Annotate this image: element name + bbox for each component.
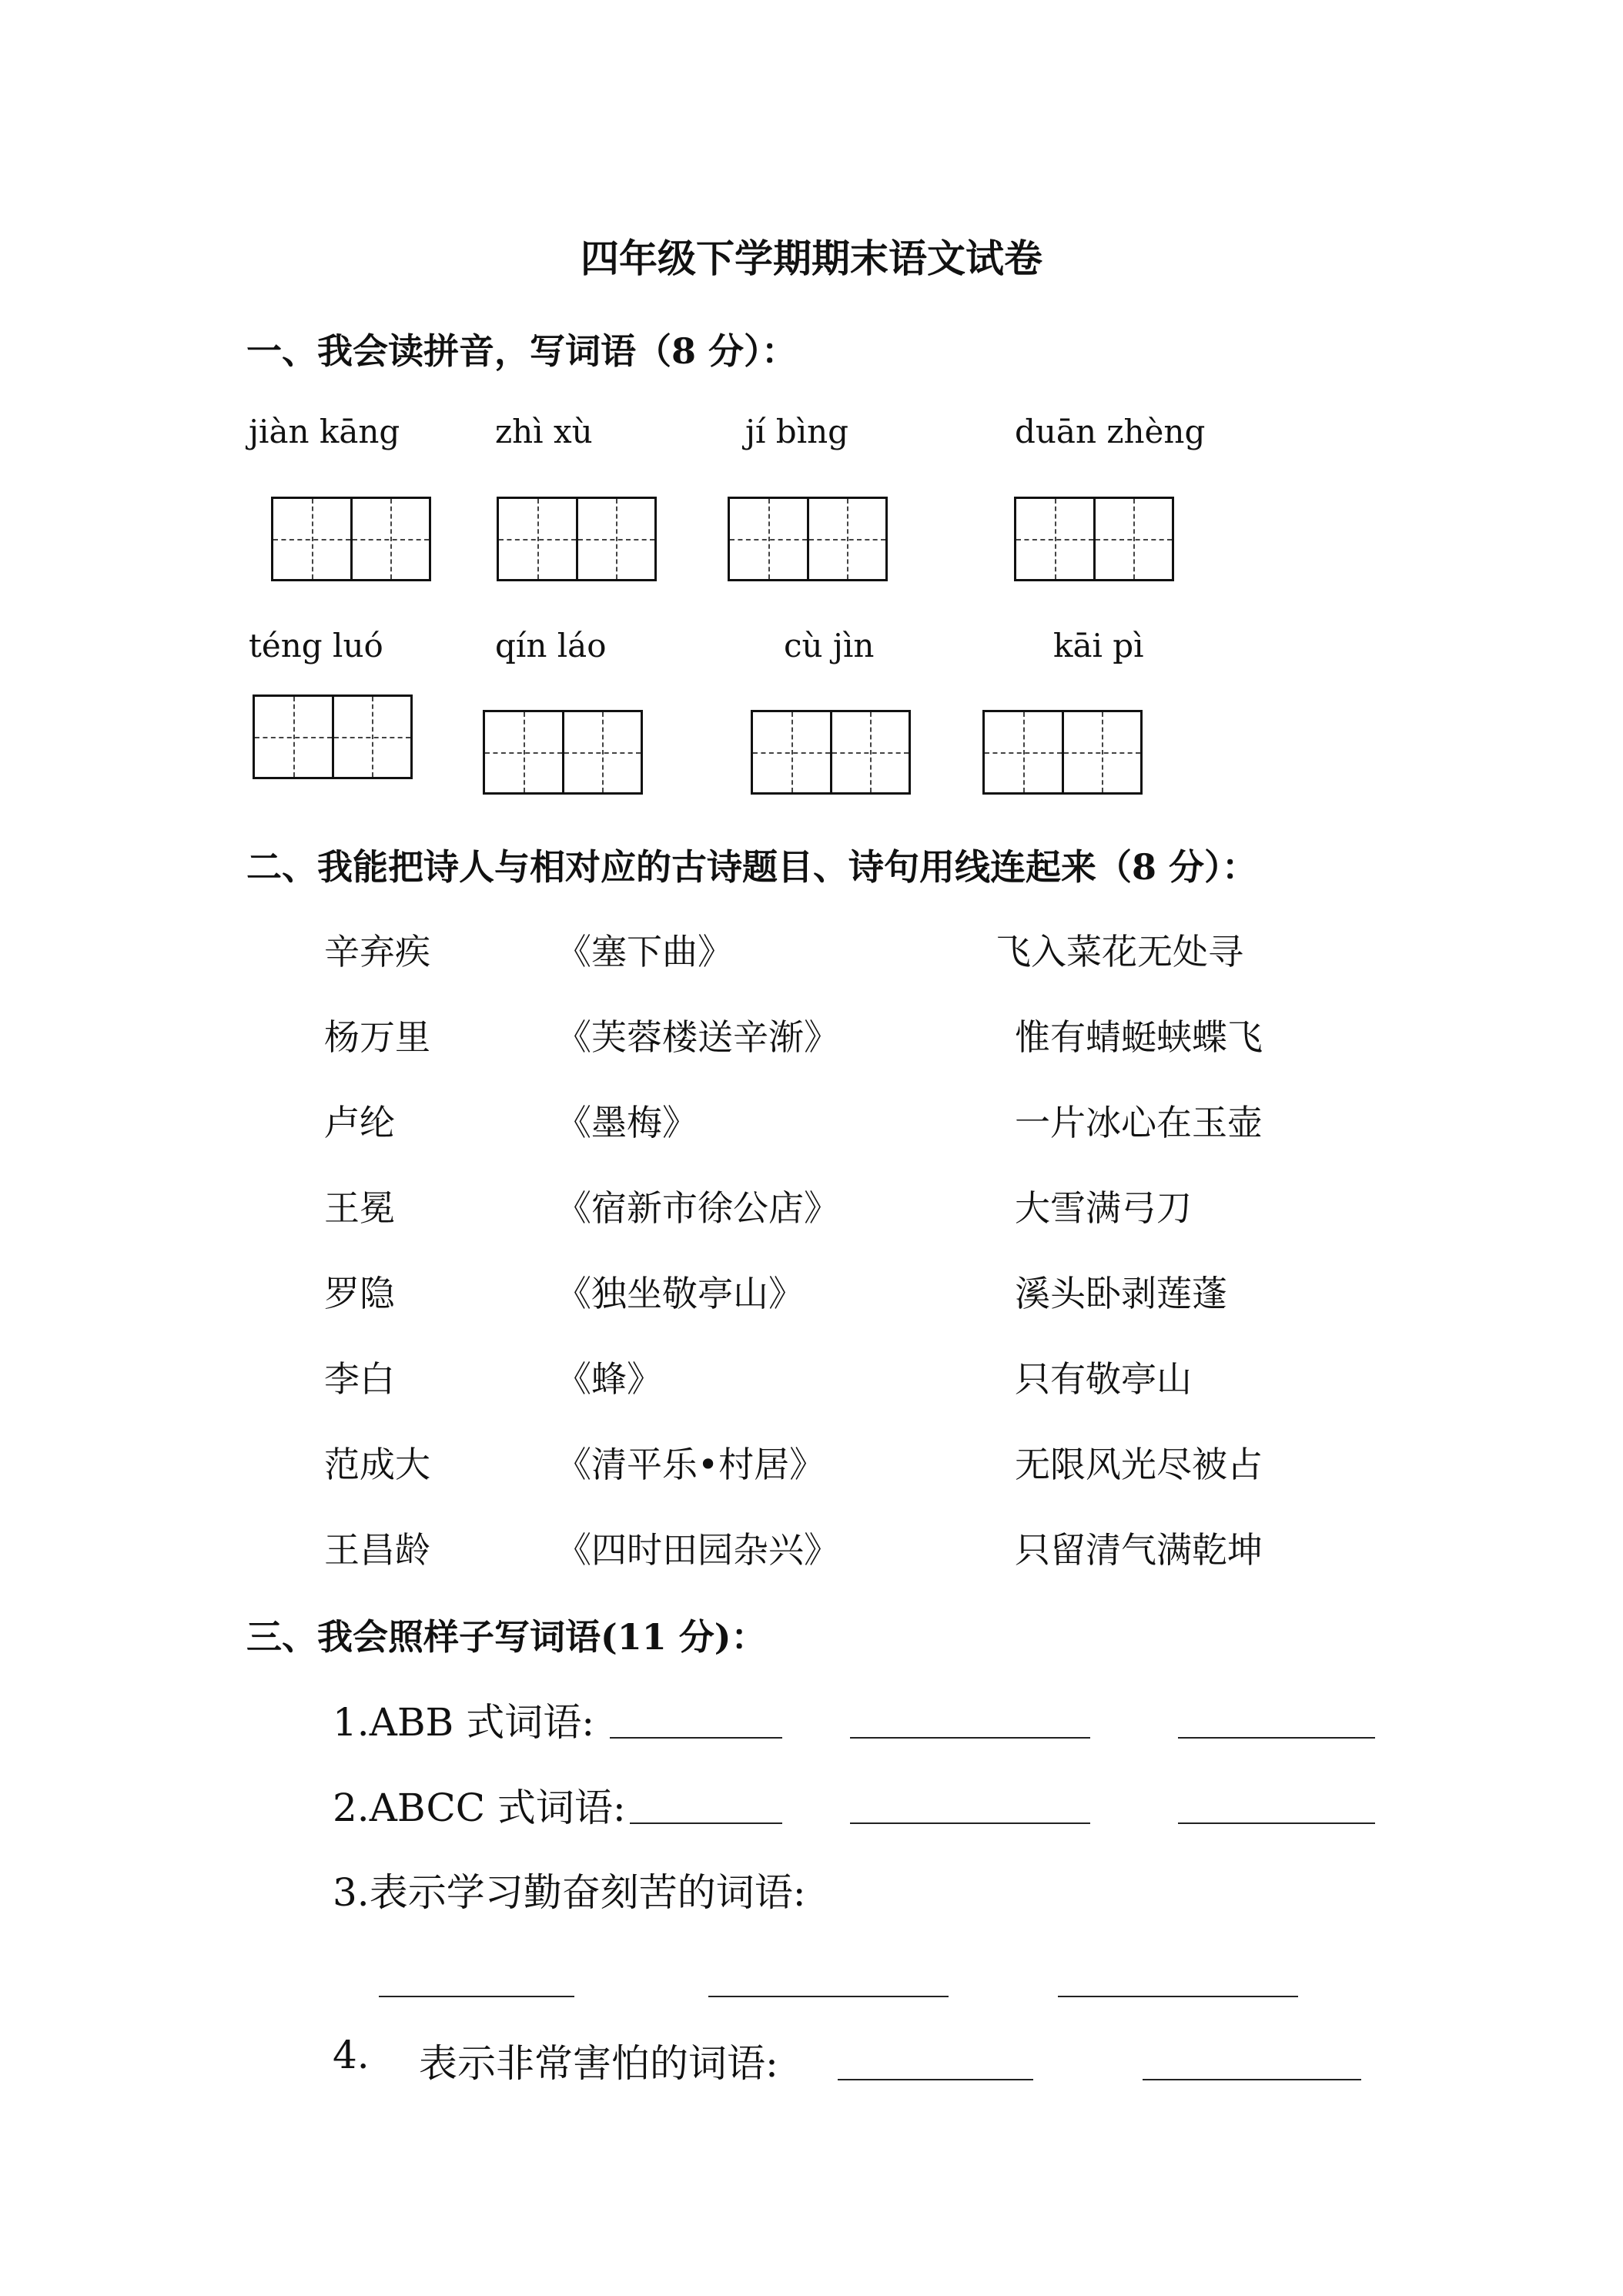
poet-2: 杨万里 xyxy=(324,1016,430,1058)
pinyin-4: duān zhèng xyxy=(1015,413,1206,450)
writing-box-7[interactable] xyxy=(751,710,911,795)
poet-6: 李白 xyxy=(324,1358,395,1400)
poem-title-4: 《宿新市徐公店》 xyxy=(556,1187,839,1229)
answer-blank-3a[interactable] xyxy=(379,1996,574,1997)
question-1-label: 1.ABB 式词语: xyxy=(333,1700,595,1745)
writing-box-8[interactable] xyxy=(982,710,1143,795)
writing-box-4[interactable] xyxy=(1014,497,1174,581)
answer-blank-3b[interactable] xyxy=(708,1996,949,1997)
poet-3: 卢纶 xyxy=(324,1102,395,1143)
poem-line-8: 只留清气满乾坤 xyxy=(1015,1529,1263,1571)
writing-box-6[interactable] xyxy=(483,710,643,795)
pinyin-2: zhì xù xyxy=(495,413,593,450)
answer-blank-2b[interactable] xyxy=(850,1822,1090,1824)
poet-8: 王昌龄 xyxy=(324,1529,430,1571)
poem-line-2: 惟有蜻蜓蛱蝶飞 xyxy=(1015,1016,1263,1058)
poem-title-7: 《清平乐•村居》 xyxy=(556,1444,825,1485)
poet-5: 罗隐 xyxy=(324,1273,395,1314)
writing-box-3[interactable] xyxy=(728,497,888,581)
poem-line-5: 溪头卧剥莲蓬 xyxy=(1015,1273,1227,1314)
answer-blank-3c[interactable] xyxy=(1058,1996,1298,1997)
pinyin-6: qín láo xyxy=(495,627,607,664)
poem-line-7: 无限风光尽被占 xyxy=(1015,1444,1263,1485)
writing-box-1[interactable] xyxy=(271,497,431,581)
question-3-label: 3.表示学习勤奋刻苦的词语: xyxy=(333,1870,806,1915)
poem-title-6: 《蜂》 xyxy=(556,1358,662,1400)
poem-line-6: 只有敬亭山 xyxy=(1015,1358,1192,1400)
poem-line-1: 飞入菜花无处寻 xyxy=(996,931,1243,972)
poem-title-5: 《独坐敬亭山》 xyxy=(556,1273,804,1314)
question-2-label: 2.ABCC 式词语: xyxy=(333,1786,626,1830)
answer-blank-1c[interactable] xyxy=(1178,1737,1375,1739)
poet-1: 辛弃疾 xyxy=(324,931,430,972)
poem-title-3: 《墨梅》 xyxy=(556,1102,698,1143)
poem-line-3: 一片冰心在玉壶 xyxy=(1015,1102,1263,1143)
answer-blank-4a[interactable] xyxy=(838,2079,1033,2080)
pinyin-8: kāi pì xyxy=(1053,627,1144,664)
answer-blank-4b[interactable] xyxy=(1143,2079,1361,2080)
poet-4: 王冕 xyxy=(324,1187,395,1229)
poet-7: 范成大 xyxy=(324,1444,430,1485)
question-4-label: 表示非常害怕的词语: xyxy=(419,2041,778,2086)
poem-title-1: 《塞下曲》 xyxy=(556,931,733,972)
answer-blank-1b[interactable] xyxy=(850,1737,1090,1739)
pinyin-5: téng luó xyxy=(249,627,383,664)
poem-title-8: 《四时田园杂兴》 xyxy=(556,1529,839,1571)
question-4-number: 4. xyxy=(333,2033,370,2077)
section2-heading: 二、我能把诗人与相对应的古诗题目、诗句用线连起来（8 分）： xyxy=(246,846,1258,888)
pinyin-1: jiàn kāng xyxy=(249,413,400,450)
pinyin-7: cù jìn xyxy=(784,627,875,664)
section3-heading: 三、我会照样子写词语(11 分)： xyxy=(246,1616,767,1658)
answer-blank-2c[interactable] xyxy=(1178,1822,1375,1824)
answer-blank-2a[interactable] xyxy=(630,1822,782,1824)
writing-box-2[interactable] xyxy=(497,497,657,581)
pinyin-3: jí bìng xyxy=(745,413,849,450)
section1-heading: 一、我会读拼音，写词语（8 分）： xyxy=(246,330,798,372)
writing-box-5[interactable] xyxy=(253,694,413,779)
poem-title-2: 《芙蓉楼送辛渐》 xyxy=(556,1016,839,1058)
answer-blank-1a[interactable] xyxy=(610,1737,782,1739)
page-title: 四年级下学期期末语文试卷 xyxy=(581,236,1042,281)
poem-line-4: 大雪满弓刀 xyxy=(1015,1187,1192,1229)
